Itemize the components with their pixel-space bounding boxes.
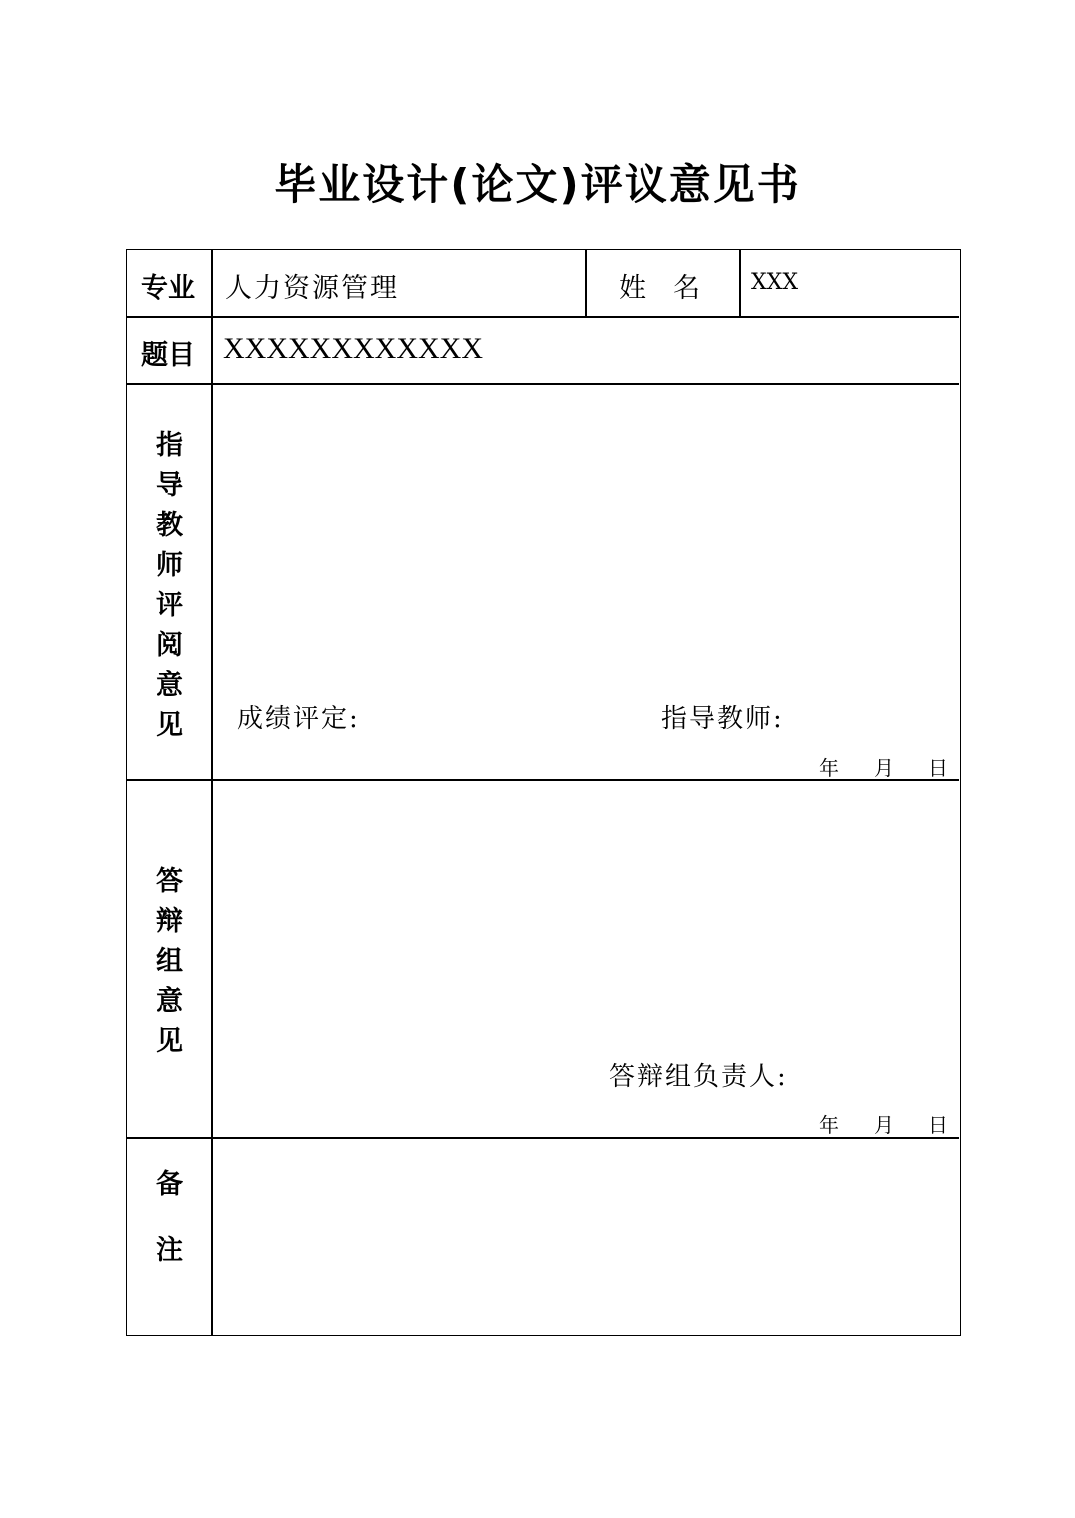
evaluation-form-table [126,249,961,1336]
advisor-signature-label: 指导教师: [661,704,784,734]
defense-committee-label [127,862,212,1062]
defense-label-char: 意 [156,986,183,1017]
name-label: 姓 名 [619,273,700,304]
advisor-date-year: 年 [819,756,839,780]
defense-label-char: 辩 [156,906,183,937]
name-value-divider [739,250,741,316]
defense-leader-label: 答辩组负责人: [609,1062,788,1092]
defense-label-char: 组 [156,946,183,977]
advisor-date-day: 日 [928,756,948,780]
advisor-label-char: 导 [156,470,183,501]
grade-label: 成绩评定: [237,704,360,734]
remarks-label-char: 备 [156,1169,183,1200]
advisor-label-char: 师 [156,550,183,581]
name-value: XXX [751,270,798,295]
page-title: 毕业设计(论文)评议意见书 [274,160,801,209]
defense-label-char: 答 [156,866,183,897]
advisor-label-char: 意 [156,670,183,701]
advisor-label-char: 见 [156,710,183,741]
advisor-label-char: 评 [156,590,183,621]
advisor-label-char: 教 [156,510,183,541]
defense-label-char: 见 [156,1026,183,1057]
major-name-divider [585,250,587,316]
major-value: 人力资源管理 [225,273,399,304]
defense-date-day: 日 [928,1113,948,1137]
advisor-date-month: 月 [874,756,894,780]
topic-label: 题目 [141,340,195,371]
advisor-review-label [127,426,212,746]
advisor-label-char: 指 [156,430,183,461]
row-divider-2 [127,383,959,385]
remarks-label [127,1152,212,1284]
row-divider-1 [127,316,959,318]
defense-date-year: 年 [819,1113,839,1137]
major-label: 专业 [141,273,195,304]
defense-date-month: 月 [874,1113,894,1137]
remarks-label-char: 注 [156,1235,183,1266]
topic-value: XXXXXXXXXXXX [223,332,483,365]
advisor-label-char: 阅 [156,630,183,661]
